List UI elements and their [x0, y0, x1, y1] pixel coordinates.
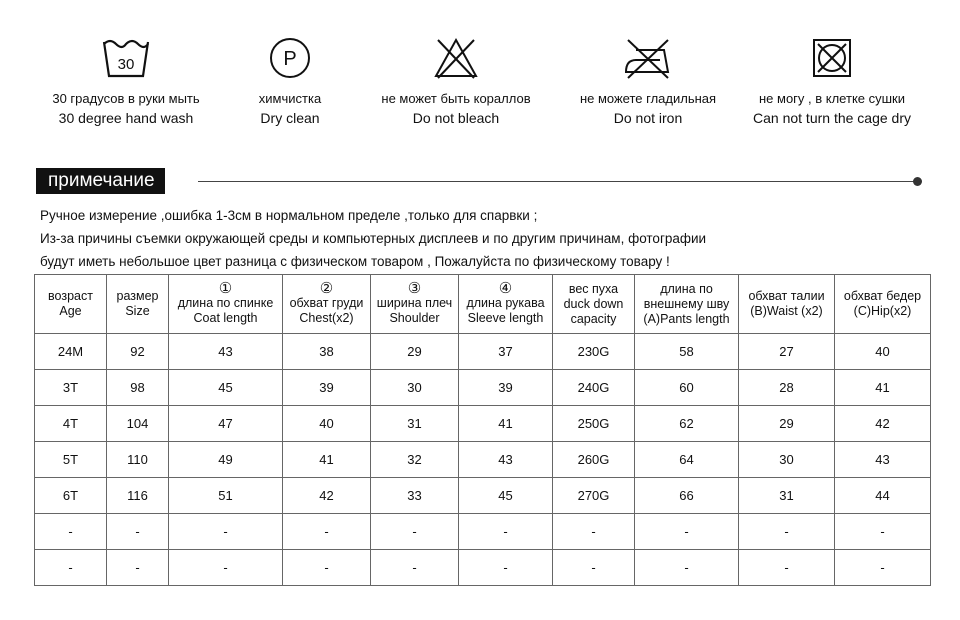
table-cell: 110 — [107, 442, 169, 478]
care-ru-label: химчистка — [258, 91, 322, 106]
header-label: Sleeve length — [467, 311, 544, 325]
table-cell: 39 — [283, 370, 371, 406]
care-en-label: Dry clean — [260, 110, 320, 126]
header-number-marker: ① — [218, 280, 233, 297]
table-cell: 40 — [283, 406, 371, 442]
header-label: (C)Hip(x2) — [853, 304, 912, 318]
table-cell: 40 — [835, 334, 931, 370]
do-not-bleach-icon — [432, 36, 480, 80]
table-cell: 270G — [553, 478, 635, 514]
column-header — [107, 275, 169, 334]
table-cell: 27 — [739, 334, 835, 370]
table-cell: 41 — [283, 442, 371, 478]
table-cell: 28 — [739, 370, 835, 406]
care-en-label: 30 degree hand wash — [58, 110, 194, 126]
care-item-no-bleach — [356, 34, 556, 128]
header-label: длина по — [660, 281, 713, 296]
hand-wash-temp-label: 30 — [117, 56, 135, 73]
note-title: примечание — [36, 168, 165, 194]
table-cell: - — [553, 514, 635, 550]
header-label: Shoulder — [389, 311, 440, 325]
table-cell: - — [635, 550, 739, 586]
table-cell: - — [371, 514, 459, 550]
table-cell: 44 — [835, 478, 931, 514]
table-cell: 4T — [35, 406, 107, 442]
column-header — [459, 275, 553, 334]
table-cell: 29 — [371, 334, 459, 370]
size-table — [34, 274, 931, 586]
header-label: размер — [116, 289, 159, 303]
table-cell: - — [169, 514, 283, 550]
table-cell: 33 — [371, 478, 459, 514]
table-cell: 45 — [169, 370, 283, 406]
table-cell: - — [107, 550, 169, 586]
table-cell: 31 — [371, 406, 459, 442]
table-row — [35, 370, 931, 406]
header-label: Chest(x2) — [299, 311, 354, 325]
table-cell: - — [371, 550, 459, 586]
table-cell: 116 — [107, 478, 169, 514]
column-header — [553, 275, 635, 334]
table-cell: 240G — [553, 370, 635, 406]
table-cell: 45 — [459, 478, 553, 514]
table-cell: 51 — [169, 478, 283, 514]
header-label: ширина плеч — [376, 296, 453, 310]
header-label: длина по спинке — [177, 296, 274, 310]
note-header — [36, 168, 922, 196]
table-cell: 58 — [635, 334, 739, 370]
table-row — [35, 334, 931, 370]
table-cell: - — [553, 550, 635, 586]
table-cell: 60 — [635, 370, 739, 406]
care-en-label: Do not iron — [613, 110, 683, 126]
table-cell: 32 — [371, 442, 459, 478]
table-cell: 30 — [371, 370, 459, 406]
header-label: duck down — [563, 296, 624, 311]
table-cell: 62 — [635, 406, 739, 442]
table-cell: 230G — [553, 334, 635, 370]
table-cell: 42 — [283, 478, 371, 514]
table-cell: 104 — [107, 406, 169, 442]
column-header — [835, 275, 931, 334]
column-header — [283, 275, 371, 334]
header-label: capacity — [570, 311, 617, 326]
table-row — [35, 478, 931, 514]
column-header — [169, 275, 283, 334]
table-cell: - — [459, 514, 553, 550]
header-label: (B)Waist (x2) — [750, 304, 823, 318]
header-label: обхват груди — [289, 296, 364, 310]
header-label: возраст — [48, 289, 93, 303]
table-row — [35, 514, 931, 550]
column-header — [739, 275, 835, 334]
care-instructions — [0, 34, 960, 134]
header-label: вес пуха — [568, 281, 619, 296]
table-row — [35, 442, 931, 478]
column-header — [35, 275, 107, 334]
table-row — [35, 550, 931, 586]
table-cell: 92 — [107, 334, 169, 370]
care-item-no-iron — [548, 34, 748, 128]
header-label: Size — [125, 304, 150, 318]
care-en-label: Can not turn the cage dry — [753, 110, 911, 126]
header-label: (A)Pants length — [643, 311, 730, 326]
table-row — [35, 406, 931, 442]
table-cell: - — [35, 550, 107, 586]
table-cell: 43 — [459, 442, 553, 478]
header-label: обхват бедер — [843, 289, 922, 303]
table-cell: 43 — [835, 442, 931, 478]
table-cell: - — [283, 550, 371, 586]
table-cell: - — [635, 514, 739, 550]
care-item-no-tumble-dry — [732, 34, 932, 128]
table-cell: 29 — [739, 406, 835, 442]
care-ru-label: не могу , в клетке сушки — [758, 91, 905, 106]
table-cell: - — [283, 514, 371, 550]
table-cell: 38 — [283, 334, 371, 370]
header-label: Age — [59, 304, 82, 318]
table-cell: 6T — [35, 478, 107, 514]
care-ru-label: не можете гладильная — [579, 91, 717, 106]
table-cell: 41 — [459, 406, 553, 442]
header-label: Coat length — [193, 311, 258, 325]
column-header — [635, 275, 739, 334]
header-label: внешнему шву — [643, 296, 730, 311]
note-line: Ручное измерение ,ошибка 1-3см в нормальном пределе ,только для спарвки ; — [40, 208, 538, 223]
note-divider-dot — [913, 177, 922, 186]
table-body — [35, 334, 931, 586]
header-label: длина рукава — [466, 296, 545, 310]
table-cell: - — [835, 550, 931, 586]
note-line: Из-за причины съемки окружающей среды и компьютерных дисплеев и по другим причинам, фотографии — [40, 231, 707, 246]
care-ru-label: 30 градусов в руки мыть — [52, 91, 200, 106]
care-ru-label: не может быть кораллов — [381, 91, 531, 106]
header-number-marker: ③ — [407, 280, 422, 297]
care-en-label: Do not bleach — [412, 110, 500, 126]
table-cell: - — [169, 550, 283, 586]
table-cell: - — [739, 514, 835, 550]
table-cell: 260G — [553, 442, 635, 478]
table-cell: 31 — [739, 478, 835, 514]
table-cell: 37 — [459, 334, 553, 370]
note-body — [40, 204, 930, 273]
table-cell: 66 — [635, 478, 739, 514]
table-cell: 49 — [169, 442, 283, 478]
table-cell: 3T — [35, 370, 107, 406]
table-cell: 98 — [107, 370, 169, 406]
table-cell: 30 — [739, 442, 835, 478]
note-line: будут иметь небольшое цвет разница с физическом товаром , Пожалуйста по физическому товару ! — [40, 254, 670, 269]
table-cell: 47 — [169, 406, 283, 442]
do-not-tumble-dry-icon — [810, 36, 854, 80]
table-cell: 43 — [169, 334, 283, 370]
table-cell: - — [459, 550, 553, 586]
hand-wash-30-icon — [101, 36, 151, 80]
header-number-marker: ④ — [498, 280, 513, 297]
table-header-row — [35, 275, 931, 334]
table-cell: 42 — [835, 406, 931, 442]
table-cell: 5T — [35, 442, 107, 478]
dry-clean-letter: P — [283, 48, 297, 70]
column-header — [371, 275, 459, 334]
table-cell: 24M — [35, 334, 107, 370]
table-cell: 64 — [635, 442, 739, 478]
header-number-marker: ② — [319, 280, 334, 297]
do-not-iron-icon — [620, 36, 676, 80]
table-cell: 41 — [835, 370, 931, 406]
table-cell: 39 — [459, 370, 553, 406]
note-divider — [198, 181, 914, 182]
table-cell: 250G — [553, 406, 635, 442]
table-cell: - — [739, 550, 835, 586]
table-cell: - — [107, 514, 169, 550]
header-label: обхват талии — [748, 289, 825, 303]
table-cell: - — [35, 514, 107, 550]
table-cell: - — [835, 514, 931, 550]
dry-clean-icon — [266, 34, 314, 82]
